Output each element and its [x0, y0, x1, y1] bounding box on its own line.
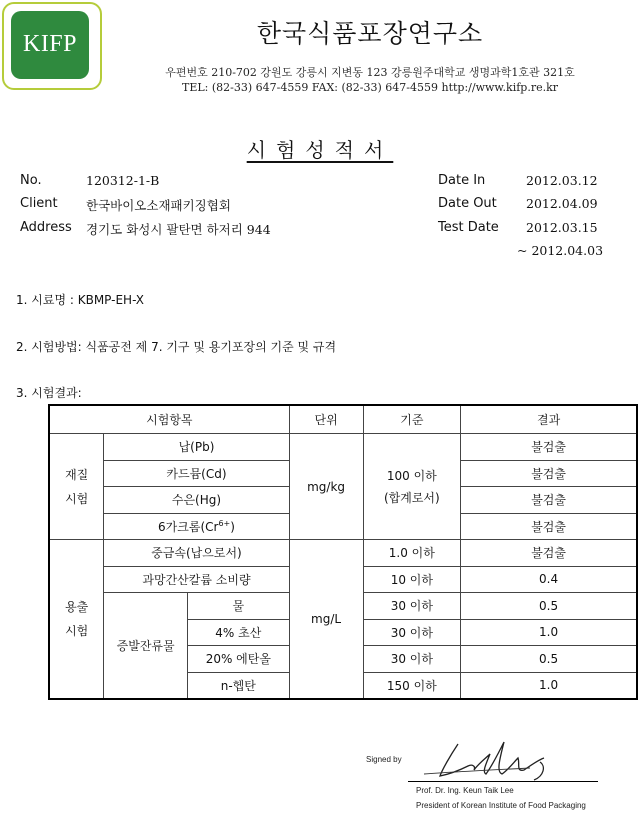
address-label: Address [20, 220, 72, 235]
client-label: Client [20, 196, 58, 211]
address-value: 경기도 화성시 팔탄면 하저리 944 [86, 222, 271, 237]
signed-by-label: Signed by [366, 755, 402, 764]
header-result: 결과 [461, 405, 637, 434]
test-date-end: ~ 2012.04.03 [517, 243, 604, 258]
item-chromium-post: ) [230, 519, 235, 534]
date-in-value: 2012.03.12 [526, 173, 598, 188]
date-out-value: 2012.04.09 [526, 196, 598, 211]
item-chromium [104, 513, 289, 540]
std-ethanol: 30 이하 [363, 646, 461, 673]
results-table [48, 404, 638, 700]
logo-badge [11, 11, 89, 79]
result-lead: 불검출 [461, 434, 637, 461]
solvent-acetic-acid: 4% 초산 [187, 619, 289, 646]
item-evaporation-residue: 증발잔류물 [104, 593, 188, 700]
unit-mg-kg: mg/kg [289, 434, 363, 540]
document-title: 시험성적서 [246, 138, 394, 162]
group-elution-test: 용출 시험 [49, 540, 104, 700]
result-ethanol: 0.5 [461, 646, 637, 673]
unit-mg-l: mg/L [289, 540, 363, 700]
date-in-label: Date In [438, 173, 486, 188]
header-test-item: 시험항목 [49, 405, 289, 434]
table-header-row [49, 405, 637, 434]
std-water: 30 이하 [363, 593, 461, 620]
result-cadmium: 불검출 [461, 460, 637, 487]
client-value: 한국바이오소재패키징협회 [86, 198, 231, 213]
item-chromium-sup: 6+ [218, 518, 231, 528]
item-cadmium: 카드뮴(Cd) [104, 460, 289, 487]
std-acetic-acid: 30 이하 [363, 619, 461, 646]
table-row [49, 434, 637, 461]
logo-text: KIFP [22, 31, 78, 57]
std-material: 100 이하 (합계로서) [363, 434, 461, 540]
std-heavy-metal: 1.0 이하 [363, 540, 461, 567]
no-label: No. [20, 173, 42, 188]
result-heavy-metal: 불검출 [461, 540, 637, 567]
group-material-test: 재질 시험 [49, 434, 104, 540]
section-sample-name: 1. 시료명 : KBMP-EH-X [16, 293, 145, 307]
contact-line: TEL: (82-33) 647-4559 FAX: (82-33) 647-4559 http://www.kifp.re.kr [181, 81, 559, 94]
kifp-logo [2, 2, 102, 90]
header-standard: 기준 [363, 405, 461, 434]
section-test-method: 2. 시험방법: 식품공전 제 7. 기구 및 용기포장의 기준 및 규격 [16, 340, 337, 354]
result-acetic-acid: 1.0 [461, 619, 637, 646]
signer-position: President of Korean Institute of Food Packaging [416, 801, 586, 810]
org-name: 한국식품포장연구소 [256, 19, 484, 48]
table-row [49, 540, 637, 567]
item-mercury: 수은(Hg) [104, 487, 289, 514]
item-chromium-pre: 6가크롬(Cr [158, 519, 219, 534]
solvent-heptane: n-헵탄 [187, 672, 289, 699]
result-water: 0.5 [461, 593, 637, 620]
address-line: 우편번호 210-702 강원도 강릉시 지변동 123 강릉원주대학교 생명과학1호관 321호 [165, 66, 575, 79]
section-test-results: 3. 시험결과: [16, 386, 82, 400]
signature-icon [420, 736, 570, 782]
date-out-label: Date Out [438, 196, 497, 211]
solvent-ethanol: 20% 에탄올 [187, 646, 289, 673]
std-heptane: 150 이하 [363, 672, 461, 699]
signature-line [408, 781, 598, 782]
test-date-label: Test Date [438, 220, 499, 235]
result-heptane: 1.0 [461, 672, 637, 699]
no-value: 120312-1-B [86, 173, 160, 188]
signer-name: Prof. Dr. Ing. Keun Taik Lee [416, 786, 514, 795]
item-lead: 납(Pb) [104, 434, 289, 461]
item-heavy-metal: 중금속(납으로서) [104, 540, 289, 567]
result-mercury: 불검출 [461, 487, 637, 514]
test-date-value: 2012.03.15 [526, 220, 598, 235]
item-kmno4: 과망간산칼륨 소비량 [104, 566, 289, 593]
solvent-water: 물 [187, 593, 289, 620]
result-kmno4: 0.4 [461, 566, 637, 593]
header-unit: 단위 [289, 405, 363, 434]
std-kmno4: 10 이하 [363, 566, 461, 593]
result-chromium: 불검출 [461, 513, 637, 540]
